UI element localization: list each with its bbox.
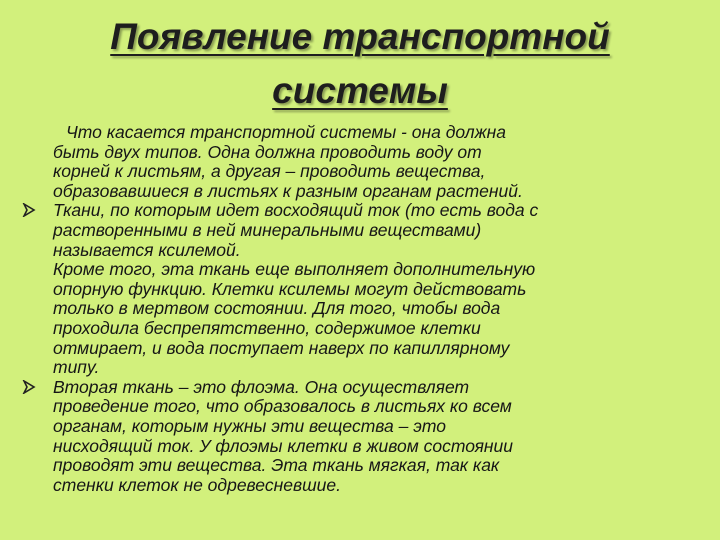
text-line: отмирает, и вода поступает наверх по капиллярному	[53, 337, 510, 358]
text-line: Вторая ткань – это флоэма. Она осуществляет	[53, 376, 470, 397]
text-line: Ткани, по которым идет восходящий ток (то есть вода с	[53, 200, 539, 221]
slide-title-line-2: системы	[272, 70, 448, 111]
text-line: проводят эти вещества. Эта ткань мягкая, так как	[53, 455, 500, 476]
text-line: органам, которым нужны эти вещества – это	[53, 415, 446, 436]
slide-title	[40, 10, 680, 118]
paragraph-intro	[0, 123, 720, 201]
arrow-bullet-icon	[22, 203, 36, 217]
text-line: стенки клеток не одревесневшие.	[53, 474, 341, 495]
text-line: растворенными в ней минеральными веществами)	[53, 219, 482, 240]
text-line: быть двух типов. Одна должна проводить воду от	[53, 141, 482, 162]
text-line: проведение того, что образовалось в листьях ко всем	[53, 396, 512, 417]
text-line: Что касается транспортной системы - она должна	[66, 122, 506, 142]
bullet-item-phloem	[0, 378, 720, 496]
text-line: называется ксилемой.	[53, 239, 241, 260]
slide-title-line-1: Появление транспортной	[110, 16, 610, 57]
text-line: нисходящий ток. У флоэмы клетки в живом состоянии	[53, 435, 514, 456]
text-line: корней к листьям, а другая – проводить вещества,	[53, 161, 486, 182]
text-line: Кроме того, эта ткань еще выполняет дополнительную	[53, 259, 536, 280]
text-line: образовавшиеся в листьях к разным органам растений.	[53, 180, 523, 201]
text-line: опорную функцию. Клетки ксилемы могут действовать	[53, 278, 527, 299]
text-line: только в мертвом состоянии. Для того, чтобы вода	[53, 298, 501, 319]
arrow-bullet-icon	[22, 380, 36, 394]
text-line: типу.	[53, 357, 100, 378]
text-line: проходила беспрепятственно, содержимое клетки	[53, 317, 481, 338]
slide-body	[0, 123, 720, 495]
paragraph-xylem-details	[0, 260, 720, 378]
bullet-item-xylem	[0, 201, 720, 260]
